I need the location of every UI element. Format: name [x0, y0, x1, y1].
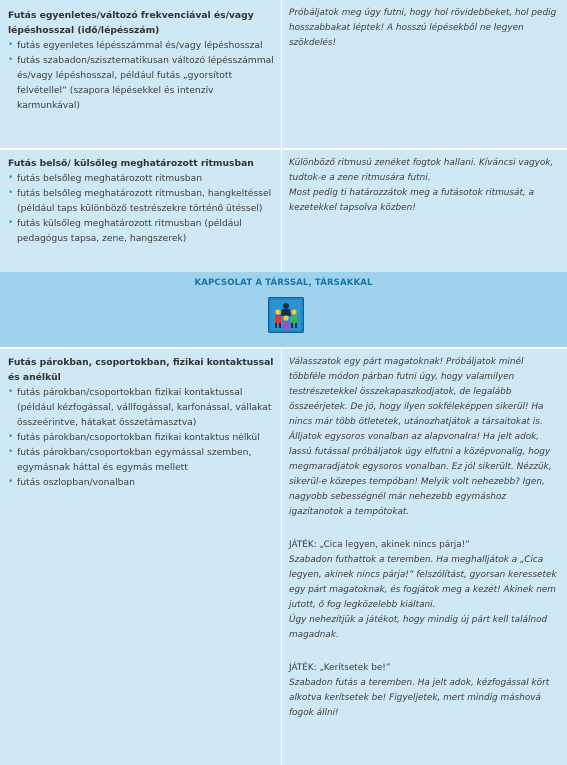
- instruction-text: Próbáljatok meg úgy futni, hogy hol rövidebbeket, hol pedig hosszabbakat léptek! A hosszú lépésekből ne legyen szökdelés!: [289, 8, 557, 48]
- bullet-icon: •: [8, 447, 14, 457]
- table-row: [0, 349, 567, 765]
- game-title: JÁTÉK: „Kerítsetek be!”: [289, 663, 391, 673]
- instruction-text: Álljatok egysoros vonalban az alapvonalra! Ha jelt adok, lassú futással próbáljatok úgy elfutni a középvonalig, hogy megmaradjatok egysoros vonalban. Ez jól sikerült. Nézzük, sikerül-e közepes tempóban! Melyik volt nehezebb? Igen, nagyobb sebességnél már nehezebb egymáshoz igazítanotok a tempótokat.: [289, 432, 552, 517]
- bullet-icon: •: [8, 55, 14, 65]
- list-item: • futás oszlopban/vonalban: [8, 477, 135, 488]
- instruction-text: Szabadon futhattok a teremben. Ha meghalljátok a „Cica legyen, akinek nincs párja!” felszólítást, gyorsan keressetek egy párt magatoknak, és fogjátok meg a kezét! Akinek nem jutott, ő fog legközelebb kiáltani.: [289, 555, 557, 610]
- bullet-icon: •: [8, 40, 14, 50]
- column-divider: [281, 349, 282, 765]
- right-cell: [289, 156, 561, 216]
- instruction-text: Szabadon futás a teremben. Ha jelt adok, kézfogással kört alkotva kerítsetek be! Figyeljetek, mert mindig máshová fogok állni!: [289, 678, 550, 718]
- instruction-text: Most pedig ti határozzátok meg a futásotok ritmusát, a kezetekkel tapsolva közben!: [289, 188, 535, 213]
- row-title: Futás belső/ külsőleg meghatározott ritmusban: [8, 158, 254, 169]
- list-item: • futás szabadon/szisztematikusan változó lépésszámmal és/vagy lépéshosszal, például futás „gyorsított felvétellel” (szapora lépésekkel és intenzív karmunkával): [8, 55, 274, 111]
- bullet-icon: •: [8, 477, 14, 487]
- bullet-list: [8, 38, 274, 113]
- left-cell: [8, 8, 274, 113]
- left-cell: [8, 355, 274, 490]
- list-item: • futás párokban/csoportokban egymással szemben, egymásnak háttal és egymás mellett: [8, 447, 252, 473]
- list-item: • futás belsőleg meghatározott ritmusban: [8, 173, 203, 184]
- bullet-icon: •: [8, 173, 14, 183]
- bullet-list: [8, 385, 274, 490]
- table-row: [0, 150, 567, 272]
- column-divider: [281, 150, 282, 272]
- section-title: KAPCSOLAT A TÁRSSAL, TÁRSAKKAL: [194, 278, 373, 288]
- instruction-text: Különböző ritmusú zenéket fogtok hallani. Kíváncsi vagyok, tudtok-e a zene ritmusára futni.: [289, 158, 554, 183]
- section-header: [0, 272, 567, 347]
- list-item: • futás belsőleg meghatározott ritmusban, hangkeltéssel (például taps különböző testrészekre történő ütéssel): [8, 188, 272, 214]
- group-people-icon: [268, 297, 304, 333]
- bullet-icon: •: [8, 188, 14, 198]
- instruction-text: Válasszatok egy párt magatoknak! Próbáljatok minél többféle módon párban futni úgy, hogy valamilyen testrészetekkel összekapaszkodjatok, de legalább összeérjetek. De jó, hogy ilyen sokféleképpen sikerül! Ha nincs már több ötletetek, utánozhatjátok a társaitokat is.: [289, 357, 544, 427]
- list-item: • futás párokban/csoportokban fizikai kontaktus nélkül: [8, 432, 260, 443]
- bullet-icon: •: [8, 387, 14, 397]
- list-item: • futás külsőleg meghatározott ritmusban (például pedagógus tapsa, zene, hangszerek): [8, 218, 242, 244]
- row-title: Futás egyenletes/változó frekvenciával és/vagy lépéshosszal (idő/lépésszám): [8, 10, 254, 36]
- bullet-icon: •: [8, 432, 14, 442]
- game-title: JÁTÉK: „Cica legyen, akinek nincs párja!”: [289, 540, 470, 550]
- row-title: Futás párokban, csoportokban, fizikai kontaktussal és anélkül: [8, 357, 274, 383]
- bullet-icon: •: [8, 218, 14, 228]
- right-cell: [289, 6, 561, 51]
- list-item: • futás párokban/csoportokban fizikai kontaktussal (például kézfogással, vállfogással, karfonással, vállakat összeérintve, hátakat összetámasztva): [8, 387, 272, 428]
- left-cell: [8, 156, 274, 246]
- column-divider: [281, 0, 282, 148]
- right-cell: [289, 355, 561, 721]
- bullet-list: [8, 171, 274, 246]
- table-row: [0, 0, 567, 148]
- instruction-text: Úgy nehezítjük a játékot, hogy mindig új párt kell találnod magadnak.: [289, 615, 548, 640]
- list-item: • futás egyenletes lépésszámmal és/vagy lépéshosszal: [8, 40, 263, 51]
